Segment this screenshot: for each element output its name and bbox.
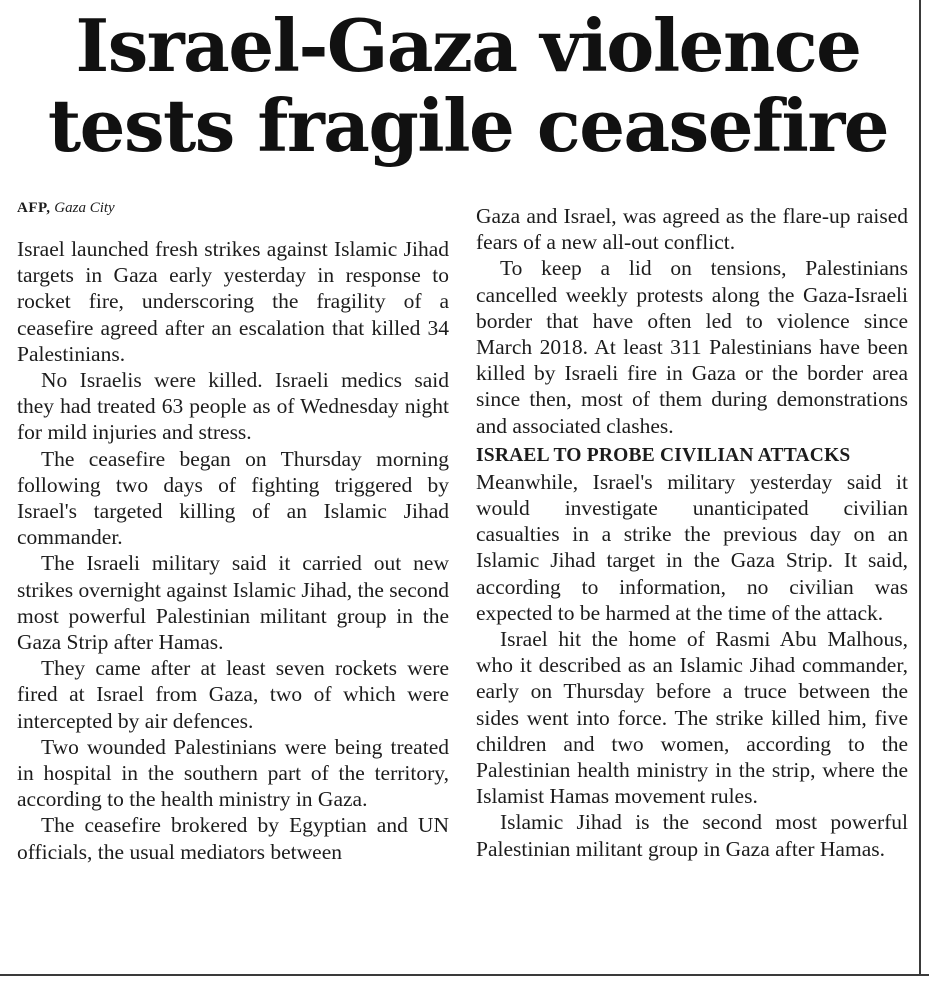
article-paragraph: The ceasefire began on Thursday morning following two days of fighting triggered by Israel's targeted killing of an Islamic Jihad commander. xyxy=(17,446,449,550)
article-paragraph: Islamic Jihad is the second most powerful Palestinian militant group in Gaza after Hamas. xyxy=(476,810,908,861)
article-paragraph: The ceasefire brokered by Egyptian and UN officials, the usual mediators between xyxy=(17,813,449,864)
dateline-agency: AFP, xyxy=(17,200,51,216)
article-paragraph: They came after at least seven rockets were fired at Israel from Gaza, two of which were intercepted by air defences. xyxy=(17,656,449,733)
dateline xyxy=(17,198,449,218)
article-headline: Israel-Gaza violence tests fragile ceasefire xyxy=(47,3,889,168)
section-subhead: ISRAEL TO PROBE CIVILIAN ATTACKS xyxy=(476,444,851,466)
column-rule-right xyxy=(919,0,921,975)
article-column-left xyxy=(17,198,449,865)
article-paragraph: Two wounded Palestinians were being treated in hospital in the southern part of the territory, according to the health ministry in Gaza. xyxy=(17,734,449,812)
article-paragraph: Meanwhile, Israel's military yesterday said it would investigate unanticipated civilian casualties in a strike the previous day on an Islamic Jihad target in the Gaza Strip. It said, according to information, no civilian was expected to be harmed at the time of the attack. xyxy=(476,469,908,625)
article-paragraph: To keep a lid on tensions, Palestinians cancelled weekly protests along the Gaza-Israeli border that have often led to violence since March 2018. At least 311 Palestinians have been killed by Israeli fire in Gaza or the border area since then, most of them during demonstrations and associated clashes. xyxy=(476,256,908,438)
article-paragraph: Israel launched fresh strikes against Islamic Jihad targets in Gaza early yesterday in response to rocket fire, underscoring the fragility of a ceasefire agreed after an escalation that killed 34 Palestinians. xyxy=(17,237,449,366)
dateline-location: Gaza City xyxy=(54,200,115,216)
article-paragraph: Gaza and Israel, was agreed as the flare-up raised fears of a new all-out conflict. xyxy=(476,204,908,255)
article-column-right xyxy=(476,203,908,862)
article-paragraph: The Israeli military said it carried out new strikes overnight against Islamic Jihad, the second most powerful Palestinian militant group in the Gaza Strip after Hamas. xyxy=(17,551,449,655)
article-paragraph: No Israelis were killed. Israeli medics said they had treated 63 people as of Wednesday night for mild injuries and stress. xyxy=(17,368,449,445)
article-paragraph: Israel hit the home of Rasmi Abu Malhous, who it described as an Islamic Jihad commander, early on Thursday before a truce between the sides went into force. The strike killed him, five children and two women, according to the Palestinian health ministry in the strip, where the Islamist Hamas movement rules. xyxy=(476,627,908,809)
page-rule-bottom xyxy=(0,974,929,976)
